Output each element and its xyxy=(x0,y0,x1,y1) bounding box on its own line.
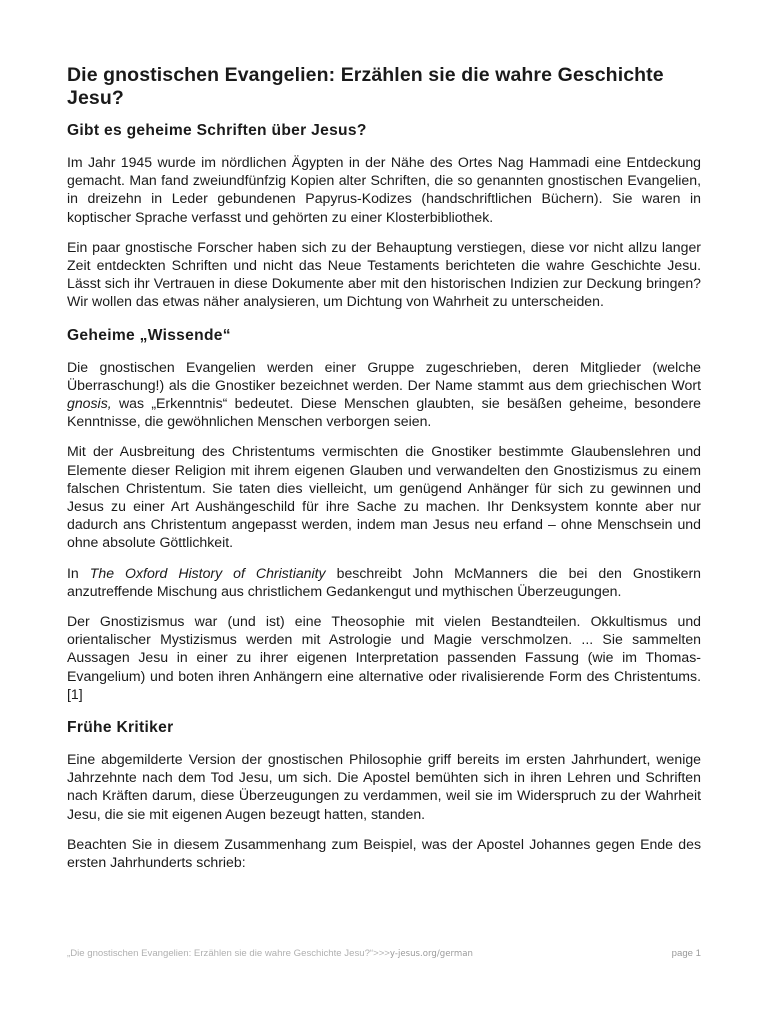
footer-url: y-jesus.org/german xyxy=(389,949,473,959)
paragraph: Ein paar gnostische Forscher haben sich zu der Behauptung verstiegen, diese vor nicht allzu langer Zeit entdeckten Schriften und nicht das Neue Testaments berichteten die wahre Geschichte Jesu. Lässt sich ihr Vertrauen in diese Dokumente aber mit den historischen Indizien zur Deckung bringen? Wir wollen das etwas näher analysieren, um Dichtung von Wahrheit zu unterscheiden. xyxy=(67,238,701,310)
paragraph: Eine abgemilderte Version der gnostischen Philosophie griff bereits im ersten Jahrhundert, wenige Jahrzehnte nach dem Tod Jesu, um sich. Die Apostel bemühten sich in ihren Lehren und Schriften nach Kräften darum, diese Überzeugungen zu verdammen, weil sie im Widerspruch zu der Wahrheit Jesu, die sie mit eigenen Augen bezeugt hatten, standen. xyxy=(67,751,701,822)
footer-source xyxy=(67,948,473,959)
book-title: The Oxford History of Christianity xyxy=(89,564,326,581)
document-page xyxy=(67,64,701,883)
paragraph-text: was „Erkenntnis“ bedeutet. Diese Menschen glaubten, sie besäßen geheime, besondere Kenntnisse, die gewöhnlichen Menschen verborgen seien. xyxy=(67,395,701,430)
page-number: page 1 xyxy=(671,948,701,959)
paragraph xyxy=(67,564,701,600)
paragraph-text: Die gnostischen Evangelien werden einer Gruppe zugeschrieben, deren Mitglieder (welche Überraschung!) als die Gnostiker bezeichnet werden. Der Name stammt aus dem griechischen Wort xyxy=(67,358,701,393)
paragraph: Mit der Ausbreitung des Christentums vermischten die Gnostiker bestimmte Glaubenslehren und Elemente dieser Religion mit ihrem eigenen Glauben und verwandelten den Gnostizismus zu einem falschen Christentum. Sie taten dies vielleicht, um genügend Anhänger für sich zu gewinnen und Jesus zu einer Art Aushängeschild für ihre Sache zu machen. Ihr Denksystem konnte aber nur dadurch ans Christentum angepasst werden, indem man Jesus neu erfand – ohne Menschsein und ohne absolute Göttlichkeit. xyxy=(67,443,701,551)
paragraph xyxy=(67,358,701,431)
paragraph: Beachten Sie in diesem Zusammenhang zum Beispiel, was der Apostel Johannes gegen Ende des ersten Jahrhunderts schrieb: xyxy=(67,835,701,871)
quotation-paragraph: Der Gnostizismus war (und ist) eine Theosophie mit vielen Bestandteilen. Okkultismus und orientalischer Mystizismus werden mit Astrologie und Magie verschmolzen. ... Sie sammelten Aussagen Jesu in einer zu ihrer eigenen Interpretation passenden Fassung (wie im Thomas-Evangelium) und boten ihren Anhängern eine alternative oder rivalisierende Form des Christentums.[1] xyxy=(67,613,701,702)
paragraph-italic-term: gnosis, xyxy=(67,395,112,412)
paragraph-text: In xyxy=(67,564,79,581)
paragraph-text: beschreibt John McManners die bei den Gnostikern anzutreffende Mischung aus christlichem Gedankengut und mythischen Überzeugungen. xyxy=(67,564,702,599)
paragraph: Im Jahr 1945 wurde im nördlichen Ägypten in der Nähe des Ortes Nag Hammadi eine Entdeckung gemacht. Man fand zweiundfünfzig Kopien alter Schriften, die so genannten gnostischen Evangelien, in dreizehn in Leder gebundenen Papyrus-Kodizes (handschriftlichen Büchern). Sie waren in koptischer Sprache verfasst und gehörten zu einer Klosterbibliothek. xyxy=(67,154,701,225)
document-title: Die gnostischen Evangelien: Erzählen sie die wahre Geschichte Jesu? xyxy=(67,64,664,109)
section-heading-early-critics: Frühe Kritiker xyxy=(67,719,174,737)
section-heading-secret-knowers: Geheime „Wissende“ xyxy=(67,326,231,344)
footer-title-text: „Die gnostischen Evangelien: Erzählen sie die wahre Geschichte Jesu?“>>> xyxy=(67,948,390,959)
section-heading-secret-writings: Gibt es geheime Schriften über Jesus? xyxy=(67,122,367,139)
page-footer xyxy=(67,948,701,962)
